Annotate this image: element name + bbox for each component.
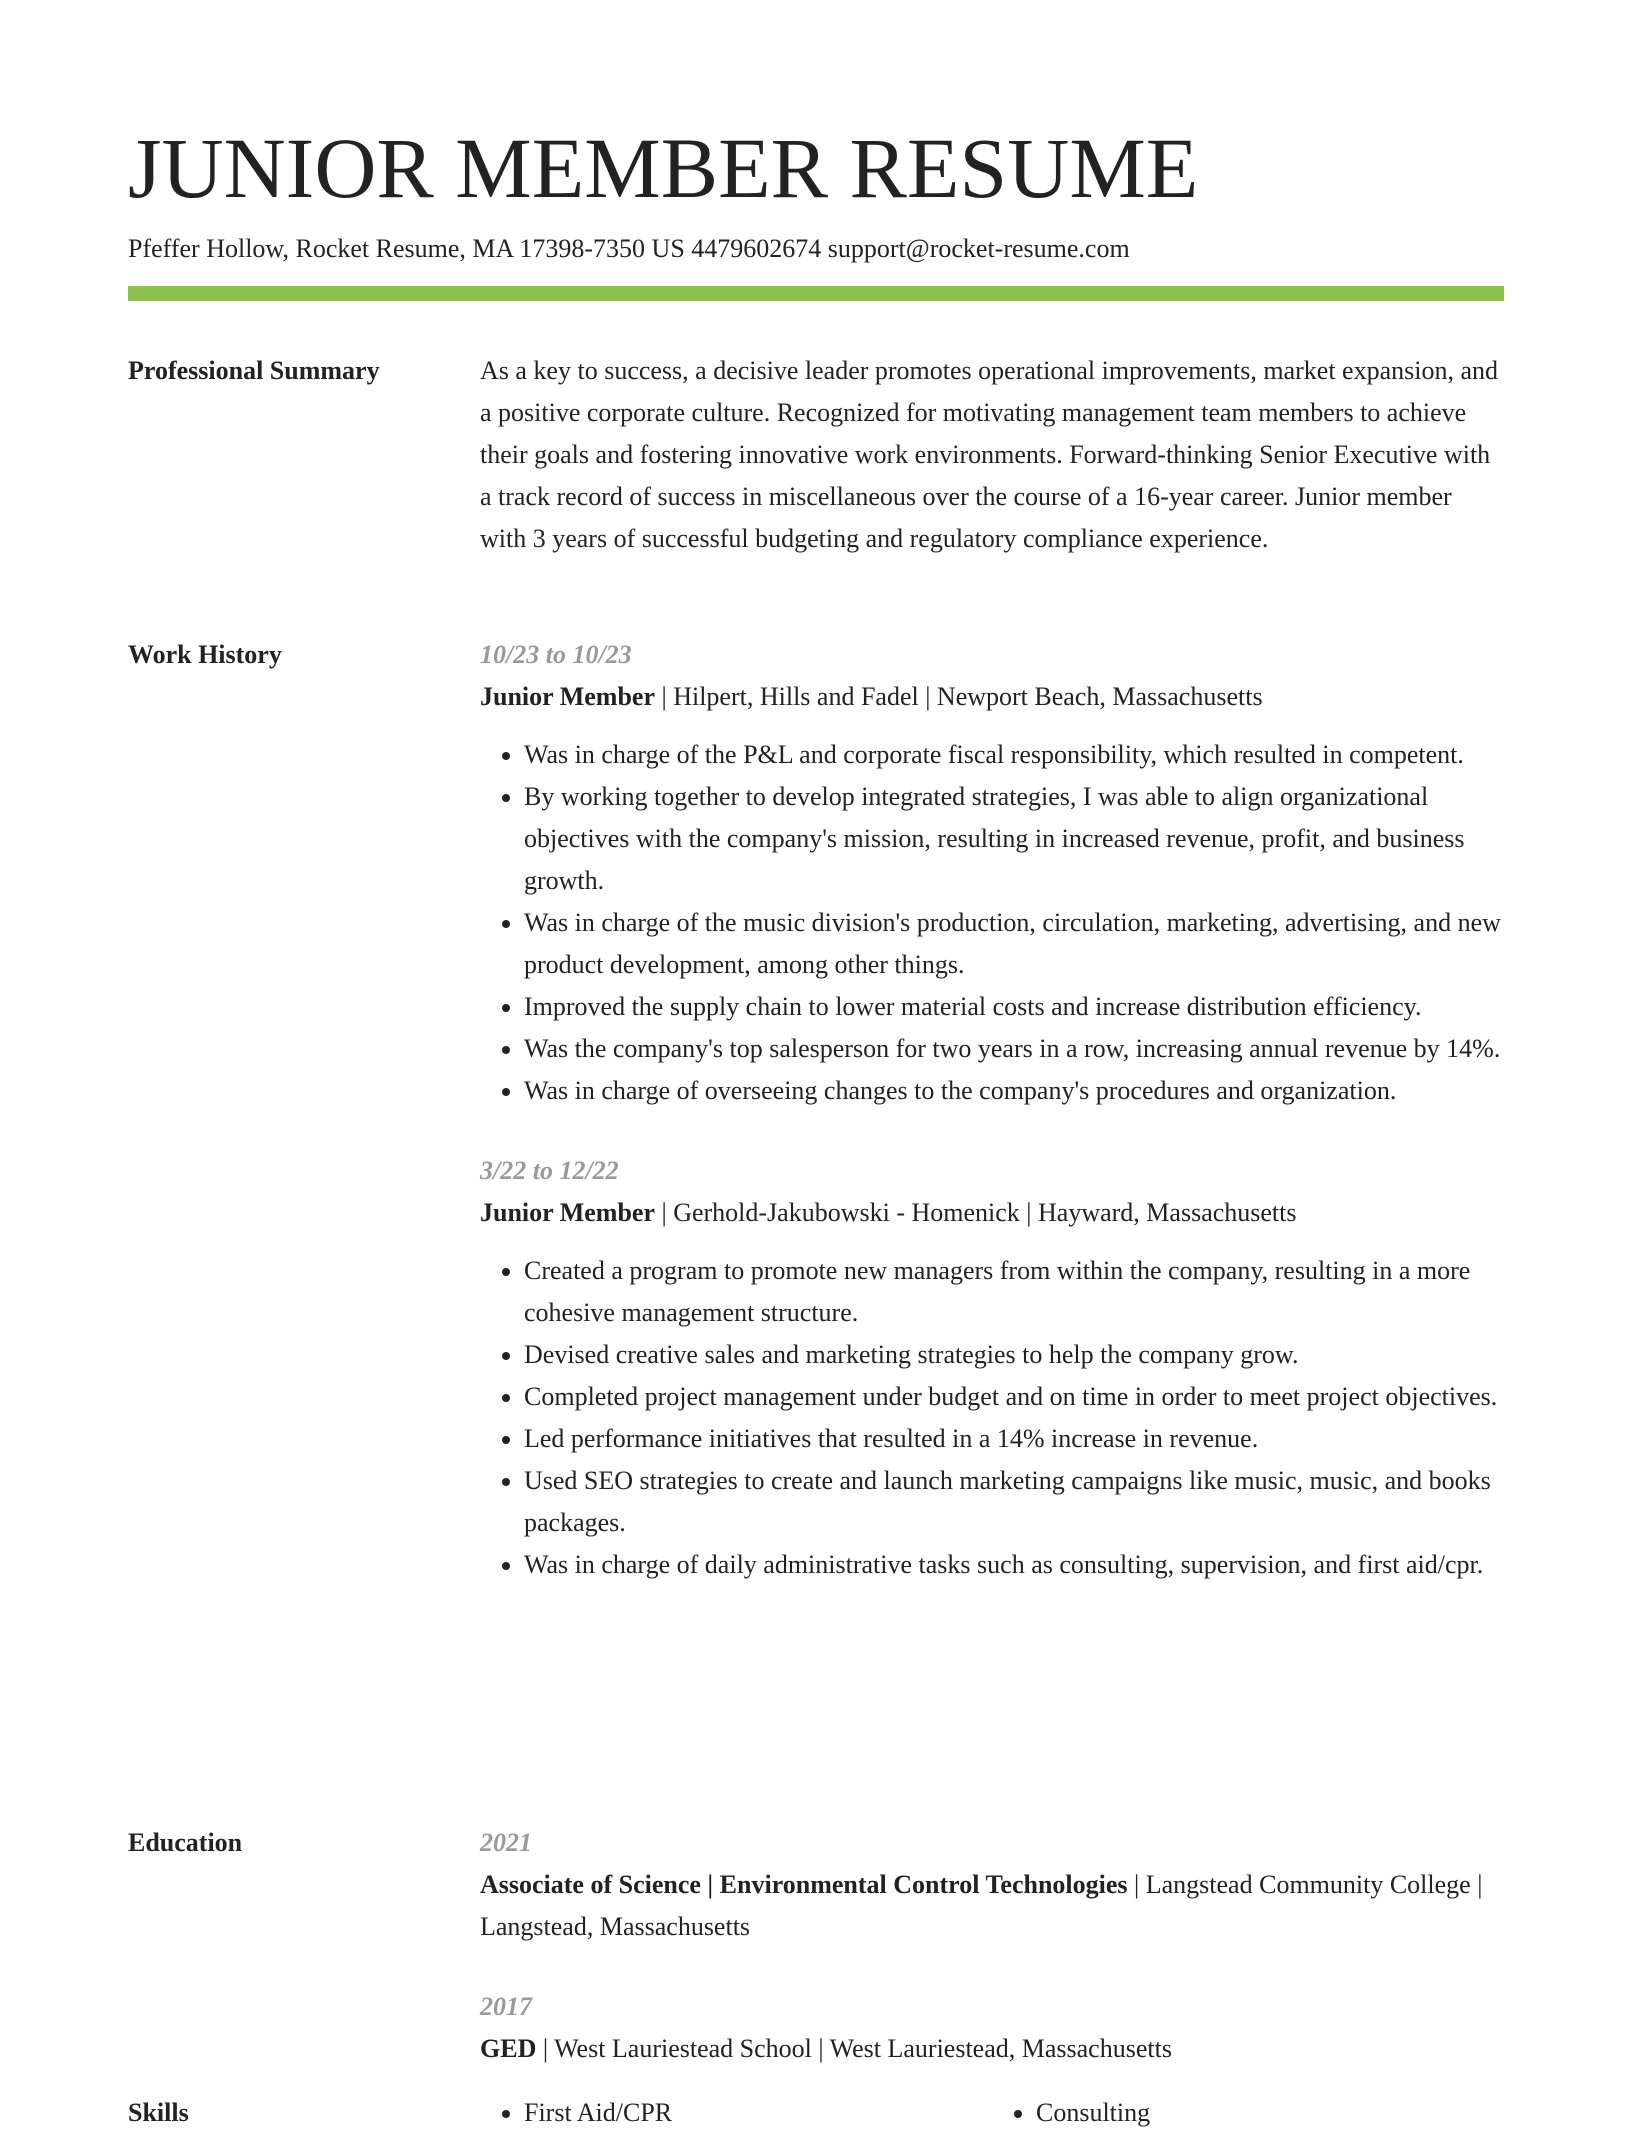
job-bullet: • Was in charge of overseeing changes to the company's procedures and organization. [524,1070,1504,1112]
skill-item: • First Aid/CPR [524,2092,992,2134]
accent-divider [128,286,1504,301]
job-bullet: • Improved the supply chain to lower material costs and increase distribution efficiency. [524,986,1504,1028]
job-entry [480,1150,1504,1586]
skill-item: • Consulting [1036,2092,1504,2134]
skills-content [480,2092,1504,2134]
job-heading [480,676,1504,718]
education-entry [480,1822,1504,1948]
summary-content [480,350,1504,560]
summary-label: Professional Summary [128,356,380,385]
job-title: Junior Member [480,1198,655,1227]
job-bullet: • Completed project management under budget and on time in order to meet project objectives. [524,1376,1504,1418]
job-details: | Hilpert, Hills and Fadel | Newport Beach, Massachusetts [655,682,1263,711]
education-label: Education [128,1828,243,1857]
contact-line: Pfeffer Hollow, Rocket Resume, MA 17398-7350 US 4479602674 support@rocket-resume.com [128,234,1130,263]
job-bullet: • Created a program to promote new managers from within the company, resulting in a more cohesive management structure. [524,1250,1504,1334]
education-year: 2017 [480,1992,532,2021]
education-details: | Langstead Community College | Langstead, Massachusetts [480,1870,1483,1941]
work-history-content [480,634,1504,1624]
job-bullet: • Led performance initiatives that resulted in a 14% increase in revenue. [524,1418,1504,1460]
job-dates: 10/23 to 10/23 [480,640,632,669]
skills-list-right [992,2092,1504,2134]
skills-columns [480,2092,1504,2134]
education-year: 2021 [480,1828,532,1857]
job-entry [480,634,1504,1112]
job-heading [480,1192,1504,1234]
education-degree: GED [480,2034,537,2063]
education-content [480,1822,1504,2108]
education-degree: Associate of Science | Environmental Control Technologies [480,1870,1128,1899]
job-bullets [480,734,1504,1112]
education-entry [480,1986,1504,2070]
job-bullet: • By working together to develop integrated strategies, I was able to align organizational objectives with the company's mission, resulting in increased revenue, profit, and business growth. [524,776,1504,902]
job-bullet: • Was in charge of the P&L and corporate fiscal responsibility, which resulted in competent. [524,734,1504,776]
skills-label: Skills [128,2098,189,2127]
skills-list-left [480,2092,992,2134]
work-history-label: Work History [128,640,282,669]
job-bullet: • Was in charge of daily administrative tasks such as consulting, supervision, and first aid/cpr. [524,1544,1504,1586]
job-details: | Gerhold-Jakubowski - Homenick | Hayward, Massachusetts [655,1198,1297,1227]
job-title: Junior Member [480,682,655,711]
job-dates: 3/22 to 12/22 [480,1156,619,1185]
summary-text: As a key to success, a decisive leader promotes operational improvements, market expansion, and a positive corporate culture. Recognized for motivating management team members to achieve their goals and fostering innovative work environments. Forward-thinking Senior Executive with a track record of success in miscellaneous over the course of a 16-year career. Junior member with 3 years of successful budgeting and regulatory compliance experience. [480,356,1499,553]
education-heading [480,1864,1504,1948]
job-bullet: • Was in charge of the music division's production, circulation, marketing, advertising, and new product development, among other things. [524,902,1504,986]
education-details: | West Lauriestead School | West Lauriestead, Massachusetts [536,2034,1172,2063]
job-bullet: • Devised creative sales and marketing strategies to help the company grow. [524,1334,1504,1376]
job-bullet: • Used SEO strategies to create and launch marketing campaigns like music, music, and books packages. [524,1460,1504,1544]
resume-title: JUNIOR MEMBER RESUME [128,120,1199,216]
job-bullet: • Was the company's top salesperson for two years in a row, increasing annual revenue by 14%. [524,1028,1504,1070]
job-bullets [480,1250,1504,1586]
education-heading [480,2028,1504,2070]
